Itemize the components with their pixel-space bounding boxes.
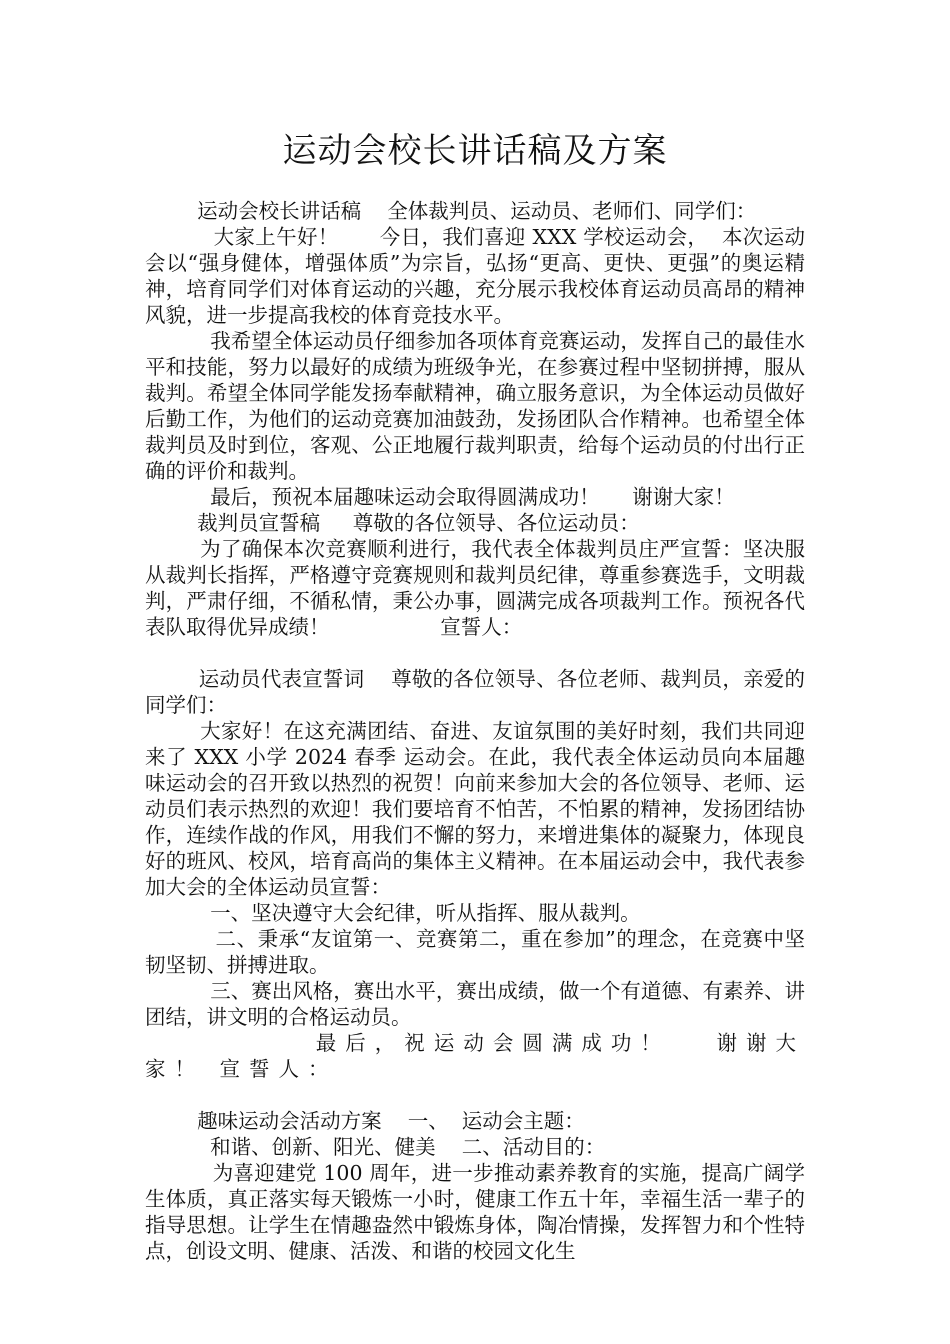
paragraph: 为喜迎建党 100 周年，进一步推动素养教育的实施，提高广阔学生体质，真正落实每天锻炼一小时，健康工作五十年，幸福生活一辈子的指导思想。让学生在情趣盎然中锻炼身体，陶冶情操，发挥智力和个性特点，创设文明、健康、活泼、和谐的校园文化生: [145, 1161, 805, 1263]
paragraph: 最后，祝运动会圆满成功！ 谢谢大家！ 宣誓人：: [145, 1031, 805, 1081]
document-body: [145, 198, 805, 1264]
paragraph: 最后，预祝本届趣味运动会取得圆满成功！ 谢谢大家！: [145, 485, 735, 509]
paragraph: 三、赛出风格，赛出水平，赛出成绩，做一个有道德、有素养、讲团结，讲文明的合格运动员。: [145, 979, 805, 1029]
blank-line: [145, 640, 805, 666]
paragraph: 大家上午好！ 今日，我们喜迎 XXX 学校运动会， 本次运动会以“强身健体，增强体质”为宗旨，弘扬“更高、更快、更强”的奥运精神，培育同学们对体育运动的兴趣，充分展示我校体育运动员高昂的精神风貌，进一步提高我校的体育竞技水平。: [145, 225, 805, 327]
paragraph: 运动员代表宣誓词 尊敬的各位领导、各位老师、裁判员，亲爱的同学们：: [145, 667, 805, 717]
paragraph: 为了确保本次竞赛顺利进行，我代表全体裁判员庄严宣誓：坚决服从裁判长指挥，严格遵守竞赛规则和裁判员纪律，尊重参赛选手，文明裁判，严肃仔细，不循私情，秉公办事，圆满完成各项裁判工作。预祝各代表队取得优异成绩！ 宣誓人：: [145, 537, 805, 639]
paragraph: 二、秉承“友谊第一、竞赛第二，重在参加”的理念，在竞赛中坚韧坚韧、拼搏进取。: [145, 927, 805, 977]
paragraph: 我希望全体运动员仔细参加各项体育竞赛运动，发挥自己的最佳水平和技能，努力以最好的成绩为班级争光，在参赛过程中坚韧拼搏，服从裁判。希望全体同学能发扬奉献精神，确立服务意识，为全体运动员做好后勤工作，为他们的运动竞赛加油鼓劲，发扬团队合作精神。也希望全体裁判员及时到位，客观、公正地履行裁判职责，给每个运动员的付出行正确的评价和裁判。: [145, 329, 805, 483]
paragraph: 和谐、创新、阳光、健美 二、活动目的：: [145, 1135, 606, 1159]
paragraph: 趣味运动会活动方案 一、 运动会主题：: [145, 1109, 585, 1133]
document-title: 运动会校长讲话稿及方案: [282, 131, 668, 171]
paragraph: 运动会校长讲话稿 全体裁判员、运动员、老师们、同学们：: [145, 199, 757, 223]
paragraph: 一、坚决遵守大会纪律，听从指挥、服从裁判。: [145, 901, 641, 925]
paragraph: 大家好！在这充满团结、奋进、友谊氛围的美好时刻，我们共同迎来了 XXX 小学 2024 春季 运动会。在此，我代表全体运动员向本届趣味运动会的召开致以热烈的祝贺！向前来参加大会的各位领导、老师、运动员们表示热烈的欢迎！我们要培育不怕苦，不怕累的精神，发扬团结协作，连续作战的作风，用我们不懈的努力，来增进集体的凝聚力，体现良好的班风、校风，培育高尚的集体主义精神。在本届运动会中，我代表参加大会的全体运动员宣誓：: [145, 719, 805, 899]
paragraph: 裁判员宣誓稿 尊敬的各位领导、各位运动员：: [145, 511, 640, 535]
blank-line: [145, 1082, 805, 1108]
